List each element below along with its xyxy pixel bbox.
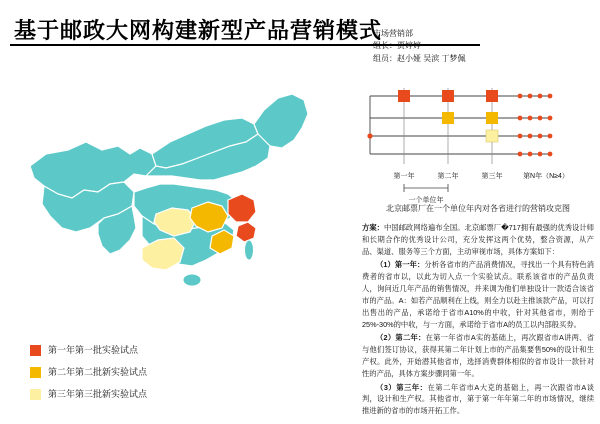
legend-label-year2: 第二年第二批新实验试点 [48, 367, 148, 378]
paragraph-text-3: 在第二年省市A大克的基础上，再一次跟省市A谈判，设计和生产权。其他省市，第于第一年年第二年的市场情况，继续推进新的省市的市场开拓工作。 [362, 382, 595, 416]
body-copy [362, 222, 594, 419]
legend-swatch-year1 [30, 345, 41, 356]
diagram-continuation-dots [518, 94, 553, 157]
diagram-rails [370, 96, 548, 154]
legend-label-year1: 第一年第一批实验试点 [48, 345, 139, 356]
paragraph-year1 [362, 259, 594, 330]
paragraph-year3 [362, 382, 594, 417]
credits-block [373, 28, 588, 65]
marketing-timeline-diagram [362, 78, 594, 208]
paragraph-text-0: 中国邮政网络遍布全国。北京邮票厂�717拥有最强的优秀设计师和长期合作的优秀设计公司，充分发挥这两个优势，整合资源，从产品、渠道、服务等三个方面，主动审视市场，具体方案如下： [362, 223, 595, 256]
legend-swatch-year3 [30, 389, 41, 400]
paragraph-lead-2: （2）第二年： [376, 333, 426, 343]
credits-line-1: 市场营销部 [373, 29, 413, 38]
paragraph-lead-3: （3）第三年： [376, 382, 428, 392]
unit-year-note: 一个单位年 [408, 197, 444, 204]
unit-year-bracket [404, 184, 448, 192]
page-title: 基于邮政大网构建新型产品营销模式 [14, 18, 383, 44]
origin-dot [367, 133, 372, 138]
diagram-caption: 北京邮票厂在一个单位年内对各省进行的营销攻克图 [386, 204, 570, 213]
legend-item [30, 389, 147, 400]
china-map [6, 58, 356, 358]
diagram-col-label-1: 第一年 [393, 173, 415, 180]
legend-item [30, 345, 147, 356]
credits-line-2: 组长：贾婷婷 [373, 41, 421, 51]
legend-label-year3: 第三年第三批新实验试点 [48, 389, 148, 400]
map-legend [30, 345, 147, 411]
paragraph-intro [362, 222, 594, 257]
paragraph-text-2: 在第一年省市A实的基础上，再次跟省市A讲两、省与他们签订协议，获得其第二年计划上市的产品集要售50%的设计和生产权。此外，开始潜其他省市，选择消费群体相似的省市设计一款针对性的产品，具体方案步骤同第一年。 [362, 333, 594, 378]
paragraph-text-1: 分析各省市的产品消费情况，寻找出一个具有特色消费者的省市以，以此为切入点一个实验试点。联系该省市的产品负责人，询问近几年产品的销售情况，并来调为他们单独设计一款适合该省市的产品。A：如若产品顺利在上线，则全力以赴主推该款产品，可以打出售出的产品，承诺给于省市A10%的中收，针对其他省市，则给于25%-30%的中收，与一方面，承诺给于省市A的员工以内部般买券。 [362, 260, 594, 329]
diagram-col-label-4: 第N年（N≥4） [523, 173, 569, 180]
credits-line-3: 组员：赵小娅 吴滨 丁梦佩 [373, 53, 466, 63]
diagram-col-label-2: 第二年 [437, 173, 459, 180]
legend-item [30, 367, 147, 378]
paragraph-lead-1: （1）第一年： [376, 260, 425, 270]
paragraph-year2 [362, 332, 594, 379]
legend-swatch-year2 [30, 367, 41, 378]
paragraph-lead-0: 方案： [362, 223, 384, 232]
diagram-col-label-3: 第三年 [481, 173, 503, 180]
